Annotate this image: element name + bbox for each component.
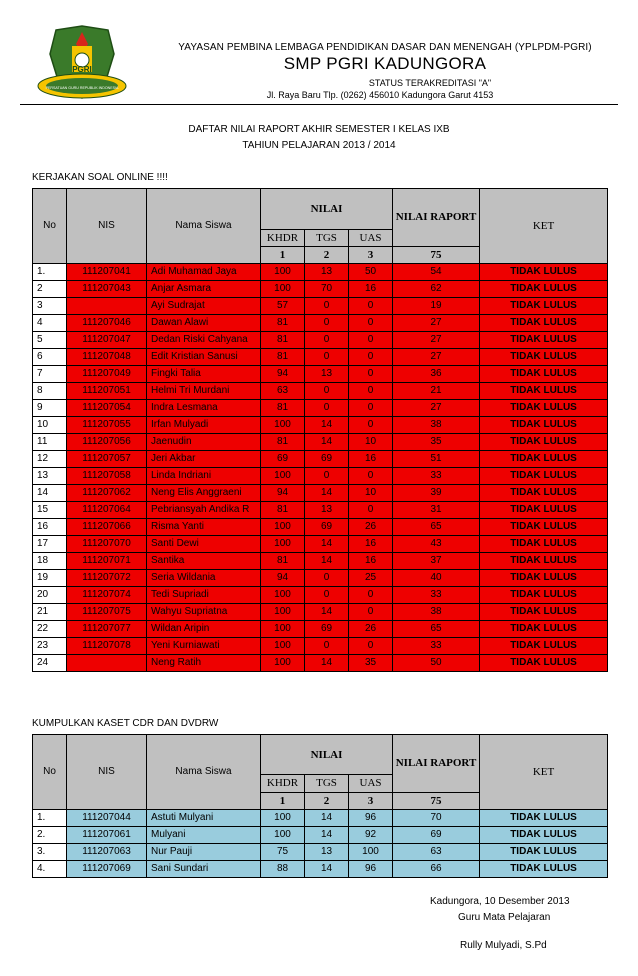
table-row bbox=[33, 570, 608, 587]
table-row bbox=[33, 553, 608, 570]
header-raport-weight: 75 bbox=[393, 246, 480, 263]
row-tgs: 0 bbox=[305, 332, 349, 349]
row-ket: TIDAK LULUS bbox=[480, 604, 608, 621]
row-raport: 65 bbox=[393, 519, 480, 536]
row-nis: 111207055 bbox=[67, 417, 147, 434]
table-row bbox=[33, 604, 608, 621]
row-tgs: 0 bbox=[305, 383, 349, 400]
row-no: 16 bbox=[33, 519, 67, 536]
row-nama: Adi Muhamad Jaya bbox=[147, 264, 261, 281]
row-raport: 35 bbox=[393, 434, 480, 451]
row-no: 3 bbox=[33, 298, 67, 315]
table-row bbox=[33, 655, 608, 672]
grades-table-cd bbox=[32, 734, 608, 878]
row-uas: 0 bbox=[349, 604, 393, 621]
document-title: DAFTAR NILAI RAPORT AKHIR SEMESTER I KELAS IXB bbox=[188, 124, 450, 135]
section1-note: KERJAKAN SOAL ONLINE !!!! bbox=[32, 172, 168, 183]
row-no: 1. bbox=[33, 264, 67, 281]
row-nis: 111207069 bbox=[67, 861, 147, 878]
row-khdr: 100 bbox=[261, 519, 305, 536]
header-raport-weight: 75 bbox=[393, 792, 480, 809]
row-uas: 0 bbox=[349, 383, 393, 400]
row-nama: Risma Yanti bbox=[147, 519, 261, 536]
row-raport: 66 bbox=[393, 861, 480, 878]
row-nama: Dedan Riski Cahyana bbox=[147, 332, 261, 349]
row-no: 22 bbox=[33, 621, 67, 638]
row-raport: 65 bbox=[393, 621, 480, 638]
row-uas: 0 bbox=[349, 587, 393, 604]
signature-role: Guru Mata Pelajaran bbox=[458, 912, 551, 923]
row-nama: Anjar Asmara bbox=[147, 281, 261, 298]
row-nis: 111207049 bbox=[67, 366, 147, 383]
row-khdr: 100 bbox=[261, 468, 305, 485]
row-no: 17 bbox=[33, 536, 67, 553]
table-row bbox=[33, 451, 608, 468]
row-nis: 111207072 bbox=[67, 570, 147, 587]
row-nama: Fingki Talia bbox=[147, 366, 261, 383]
row-ket: TIDAK LULUS bbox=[480, 570, 608, 587]
row-nis: 111207074 bbox=[67, 587, 147, 604]
row-khdr: 88 bbox=[261, 861, 305, 878]
row-no: 2. bbox=[33, 827, 67, 844]
row-nis: 111207044 bbox=[67, 810, 147, 827]
row-raport: 69 bbox=[393, 827, 480, 844]
row-nis: 111207062 bbox=[67, 485, 147, 502]
row-nis: 111207041 bbox=[67, 264, 147, 281]
row-khdr: 100 bbox=[261, 827, 305, 844]
row-khdr: 94 bbox=[261, 570, 305, 587]
row-no: 9 bbox=[33, 400, 67, 417]
logo-ring-text: PERSATUAN GURU REPUBLIK INDONESIA bbox=[45, 86, 119, 90]
row-khdr: 81 bbox=[261, 400, 305, 417]
row-nis: 111207070 bbox=[67, 536, 147, 553]
row-tgs: 13 bbox=[305, 366, 349, 383]
row-nis: 111207051 bbox=[67, 383, 147, 400]
row-raport: 27 bbox=[393, 315, 480, 332]
table-row bbox=[33, 621, 608, 638]
row-tgs: 14 bbox=[305, 434, 349, 451]
row-ket: TIDAK LULUS bbox=[480, 844, 608, 861]
header-divider bbox=[20, 104, 618, 105]
row-khdr: 81 bbox=[261, 434, 305, 451]
row-ket: TIDAK LULUS bbox=[480, 264, 608, 281]
row-nama: Santi Dewi bbox=[147, 536, 261, 553]
row-no: 13 bbox=[33, 468, 67, 485]
row-khdr: 100 bbox=[261, 587, 305, 604]
row-nis: 111207066 bbox=[67, 519, 147, 536]
row-nama: Jaenudin bbox=[147, 434, 261, 451]
row-nis: 111207063 bbox=[67, 844, 147, 861]
row-nama: Jeri Akbar bbox=[147, 451, 261, 468]
row-nis: 111207056 bbox=[67, 434, 147, 451]
row-raport: 19 bbox=[393, 298, 480, 315]
accreditation-status: STATUS TERAKREDITASI "A" bbox=[368, 78, 492, 88]
row-nis: 111207071 bbox=[67, 553, 147, 570]
row-tgs: 0 bbox=[305, 587, 349, 604]
row-ket: TIDAK LULUS bbox=[480, 332, 608, 349]
row-khdr: 100 bbox=[261, 621, 305, 638]
section2-note: KUMPULKAN KASET CDR DAN DVDRW bbox=[32, 718, 219, 729]
header-uas: UAS bbox=[349, 775, 393, 792]
row-no: 15 bbox=[33, 502, 67, 519]
header-weight-3: 3 bbox=[349, 792, 393, 809]
row-uas: 0 bbox=[349, 400, 393, 417]
row-no: 12 bbox=[33, 451, 67, 468]
document-subtitle: TAHIUN PELAJARAN 2013 / 2014 bbox=[242, 140, 396, 151]
row-tgs: 13 bbox=[305, 502, 349, 519]
table-row bbox=[33, 827, 608, 844]
table-row bbox=[33, 638, 608, 655]
header-khdr: KHDR bbox=[261, 229, 305, 246]
row-khdr: 94 bbox=[261, 485, 305, 502]
row-no: 10 bbox=[33, 417, 67, 434]
row-uas: 92 bbox=[349, 827, 393, 844]
header-weight-1: 1 bbox=[261, 792, 305, 809]
header-nilai: NILAI bbox=[261, 735, 393, 775]
foundation-name: YAYASAN PEMBINA LEMBAGA PENDIDIKAN DASAR DAN MENENGAH (YPLPDM-PGRI) bbox=[178, 42, 592, 53]
row-raport: 27 bbox=[393, 400, 480, 417]
row-uas: 0 bbox=[349, 298, 393, 315]
row-no: 18 bbox=[33, 553, 67, 570]
table-row bbox=[33, 434, 608, 451]
table-row bbox=[33, 383, 608, 400]
header-weight-2: 2 bbox=[305, 792, 349, 809]
table-row bbox=[33, 810, 608, 827]
row-tgs: 14 bbox=[305, 810, 349, 827]
row-uas: 100 bbox=[349, 844, 393, 861]
row-nis: 111207061 bbox=[67, 827, 147, 844]
row-ket: TIDAK LULUS bbox=[480, 536, 608, 553]
header-no: No bbox=[33, 735, 67, 810]
row-nis: 111207054 bbox=[67, 400, 147, 417]
row-nama: Dawan Alawi bbox=[147, 315, 261, 332]
row-no: 24 bbox=[33, 655, 67, 672]
row-uas: 0 bbox=[349, 502, 393, 519]
row-nama: Irfan Mulyadi bbox=[147, 417, 261, 434]
row-khdr: 63 bbox=[261, 383, 305, 400]
row-nama: Neng Ratih bbox=[147, 655, 261, 672]
table-row bbox=[33, 485, 608, 502]
row-khdr: 81 bbox=[261, 332, 305, 349]
header-weight-3: 3 bbox=[349, 246, 393, 263]
row-uas: 96 bbox=[349, 861, 393, 878]
row-raport: 62 bbox=[393, 281, 480, 298]
row-uas: 26 bbox=[349, 519, 393, 536]
row-tgs: 0 bbox=[305, 570, 349, 587]
row-khdr: 100 bbox=[261, 417, 305, 434]
row-tgs: 69 bbox=[305, 519, 349, 536]
row-ket: TIDAK LULUS bbox=[480, 366, 608, 383]
row-uas: 16 bbox=[349, 536, 393, 553]
row-raport: 50 bbox=[393, 655, 480, 672]
row-no: 20 bbox=[33, 587, 67, 604]
row-khdr: 100 bbox=[261, 638, 305, 655]
table-row bbox=[33, 400, 608, 417]
row-uas: 0 bbox=[349, 366, 393, 383]
row-raport: 33 bbox=[393, 587, 480, 604]
row-nama: Sani Sundari bbox=[147, 861, 261, 878]
table-row bbox=[33, 502, 608, 519]
row-nis: 111207075 bbox=[67, 604, 147, 621]
row-uas: 0 bbox=[349, 468, 393, 485]
signature-name: Rully Mulyadi, S.Pd bbox=[460, 940, 547, 951]
row-nama: Pebriansyah Andika R bbox=[147, 502, 261, 519]
row-uas: 10 bbox=[349, 485, 393, 502]
row-khdr: 81 bbox=[261, 349, 305, 366]
row-ket: TIDAK LULUS bbox=[480, 417, 608, 434]
row-raport: 38 bbox=[393, 417, 480, 434]
row-raport: 33 bbox=[393, 638, 480, 655]
row-khdr: 100 bbox=[261, 536, 305, 553]
row-khdr: 100 bbox=[261, 264, 305, 281]
header-tgs: TGS bbox=[305, 229, 349, 246]
table-row bbox=[33, 844, 608, 861]
row-uas: 16 bbox=[349, 553, 393, 570]
row-ket: TIDAK LULUS bbox=[480, 519, 608, 536]
row-no: 21 bbox=[33, 604, 67, 621]
row-raport: 54 bbox=[393, 264, 480, 281]
row-no: 14 bbox=[33, 485, 67, 502]
row-khdr: 100 bbox=[261, 810, 305, 827]
row-ket: TIDAK LULUS bbox=[480, 383, 608, 400]
school-name: SMP PGRI KADUNGORA bbox=[283, 54, 487, 73]
row-ket: TIDAK LULUS bbox=[480, 502, 608, 519]
signature-place-date: Kadungora, 10 Desember 2013 bbox=[430, 896, 570, 907]
row-ket: TIDAK LULUS bbox=[480, 281, 608, 298]
header-weight-1: 1 bbox=[261, 246, 305, 263]
row-tgs: 14 bbox=[305, 417, 349, 434]
row-uas: 26 bbox=[349, 621, 393, 638]
row-ket: TIDAK LULUS bbox=[480, 298, 608, 315]
row-uas: 35 bbox=[349, 655, 393, 672]
row-tgs: 14 bbox=[305, 655, 349, 672]
table-row bbox=[33, 519, 608, 536]
row-no: 5 bbox=[33, 332, 67, 349]
row-tgs: 14 bbox=[305, 604, 349, 621]
row-ket: TIDAK LULUS bbox=[480, 621, 608, 638]
header-no: No bbox=[33, 189, 67, 264]
row-tgs: 0 bbox=[305, 400, 349, 417]
header-raport: NILAI RAPORT bbox=[393, 189, 480, 247]
row-raport: 39 bbox=[393, 485, 480, 502]
row-nis bbox=[67, 655, 147, 672]
row-nis: 111207077 bbox=[67, 621, 147, 638]
row-uas: 25 bbox=[349, 570, 393, 587]
table-row bbox=[33, 468, 608, 485]
row-ket: TIDAK LULUS bbox=[480, 349, 608, 366]
row-uas: 16 bbox=[349, 451, 393, 468]
row-tgs: 14 bbox=[305, 553, 349, 570]
table-row bbox=[33, 536, 608, 553]
row-tgs: 13 bbox=[305, 844, 349, 861]
row-uas: 16 bbox=[349, 281, 393, 298]
row-ket: TIDAK LULUS bbox=[480, 810, 608, 827]
header-tgs: TGS bbox=[305, 775, 349, 792]
row-no: 7 bbox=[33, 366, 67, 383]
row-tgs: 14 bbox=[305, 861, 349, 878]
row-tgs: 0 bbox=[305, 298, 349, 315]
row-nis: 111207046 bbox=[67, 315, 147, 332]
row-ket: TIDAK LULUS bbox=[480, 451, 608, 468]
row-tgs: 14 bbox=[305, 485, 349, 502]
row-raport: 37 bbox=[393, 553, 480, 570]
row-nama: Linda Indriani bbox=[147, 468, 261, 485]
row-tgs: 70 bbox=[305, 281, 349, 298]
row-ket: TIDAK LULUS bbox=[480, 587, 608, 604]
school-address: Jl. Raya Baru Tlp. (0262) 456010 Kadungora Garut 4153 bbox=[266, 90, 494, 100]
row-no: 4 bbox=[33, 315, 67, 332]
row-ket: TIDAK LULUS bbox=[480, 400, 608, 417]
header-nama: Nama Siswa bbox=[147, 189, 261, 264]
table-row bbox=[33, 349, 608, 366]
row-no: 8 bbox=[33, 383, 67, 400]
table-row bbox=[33, 264, 608, 281]
row-ket: TIDAK LULUS bbox=[480, 827, 608, 844]
row-uas: 0 bbox=[349, 315, 393, 332]
row-tgs: 0 bbox=[305, 468, 349, 485]
row-nis: 111207064 bbox=[67, 502, 147, 519]
row-nis: 111207047 bbox=[67, 332, 147, 349]
row-no: 1. bbox=[33, 810, 67, 827]
row-raport: 21 bbox=[393, 383, 480, 400]
row-no: 19 bbox=[33, 570, 67, 587]
row-khdr: 81 bbox=[261, 502, 305, 519]
header-nilai: NILAI bbox=[261, 189, 393, 230]
row-khdr: 100 bbox=[261, 604, 305, 621]
row-nama: Santika bbox=[147, 553, 261, 570]
table-row bbox=[33, 315, 608, 332]
row-nama: Wahyu Supriatna bbox=[147, 604, 261, 621]
header-nis: NIS bbox=[67, 189, 147, 264]
header-weight-2: 2 bbox=[305, 246, 349, 263]
row-nama: Mulyani bbox=[147, 827, 261, 844]
row-no: 4. bbox=[33, 861, 67, 878]
table-row bbox=[33, 332, 608, 349]
row-nis: 111207058 bbox=[67, 468, 147, 485]
row-nama: Astuti Mulyani bbox=[147, 810, 261, 827]
table-row bbox=[33, 281, 608, 298]
row-nama: Ayi Sudrajat bbox=[147, 298, 261, 315]
row-raport: 40 bbox=[393, 570, 480, 587]
header-nama: Nama Siswa bbox=[147, 735, 261, 810]
row-nis: 111207043 bbox=[67, 281, 147, 298]
row-nis bbox=[67, 298, 147, 315]
row-ket: TIDAK LULUS bbox=[480, 315, 608, 332]
row-raport: 51 bbox=[393, 451, 480, 468]
row-ket: TIDAK LULUS bbox=[480, 553, 608, 570]
row-no: 2 bbox=[33, 281, 67, 298]
row-no: 3. bbox=[33, 844, 67, 861]
header-ket: KET bbox=[480, 189, 608, 264]
row-tgs: 0 bbox=[305, 638, 349, 655]
row-no: 23 bbox=[33, 638, 67, 655]
row-uas: 0 bbox=[349, 638, 393, 655]
row-tgs: 69 bbox=[305, 451, 349, 468]
row-khdr: 75 bbox=[261, 844, 305, 861]
row-ket: TIDAK LULUS bbox=[480, 485, 608, 502]
table-row bbox=[33, 366, 608, 383]
row-nama: Indra Lesmana bbox=[147, 400, 261, 417]
row-raport: 31 bbox=[393, 502, 480, 519]
row-raport: 70 bbox=[393, 810, 480, 827]
row-tgs: 13 bbox=[305, 264, 349, 281]
row-khdr: 57 bbox=[261, 298, 305, 315]
header-uas: UAS bbox=[349, 229, 393, 246]
row-no: 6 bbox=[33, 349, 67, 366]
row-tgs: 0 bbox=[305, 349, 349, 366]
header-raport: NILAI RAPORT bbox=[393, 735, 480, 793]
table-row bbox=[33, 298, 608, 315]
row-ket: TIDAK LULUS bbox=[480, 861, 608, 878]
row-khdr: 94 bbox=[261, 366, 305, 383]
row-nama: Neng Elis Anggraeni bbox=[147, 485, 261, 502]
row-nama: Seria Wildania bbox=[147, 570, 261, 587]
row-tgs: 0 bbox=[305, 315, 349, 332]
row-ket: TIDAK LULUS bbox=[480, 655, 608, 672]
row-khdr: 69 bbox=[261, 451, 305, 468]
header-khdr: KHDR bbox=[261, 775, 305, 792]
row-nama: Helmi Tri Murdani bbox=[147, 383, 261, 400]
row-no: 11 bbox=[33, 434, 67, 451]
row-nis: 111207078 bbox=[67, 638, 147, 655]
row-nama: Wildan Aripin bbox=[147, 621, 261, 638]
row-raport: 38 bbox=[393, 604, 480, 621]
row-raport: 27 bbox=[393, 349, 480, 366]
row-uas: 0 bbox=[349, 332, 393, 349]
row-raport: 36 bbox=[393, 366, 480, 383]
row-khdr: 100 bbox=[261, 281, 305, 298]
row-uas: 10 bbox=[349, 434, 393, 451]
grades-table-online bbox=[32, 188, 608, 672]
row-nama: Yeni Kurniawati bbox=[147, 638, 261, 655]
row-tgs: 69 bbox=[305, 621, 349, 638]
row-nama: Tedi Supriadi bbox=[147, 587, 261, 604]
row-ket: TIDAK LULUS bbox=[480, 434, 608, 451]
logo-text: PGRI bbox=[72, 65, 92, 74]
header-nis: NIS bbox=[67, 735, 147, 810]
row-khdr: 100 bbox=[261, 655, 305, 672]
row-raport: 43 bbox=[393, 536, 480, 553]
row-ket: TIDAK LULUS bbox=[480, 468, 608, 485]
row-ket: TIDAK LULUS bbox=[480, 638, 608, 655]
row-nama: Edit Kristian Sanusi bbox=[147, 349, 261, 366]
header-ket: KET bbox=[480, 735, 608, 810]
row-uas: 96 bbox=[349, 810, 393, 827]
table-row bbox=[33, 417, 608, 434]
row-raport: 63 bbox=[393, 844, 480, 861]
table-row bbox=[33, 587, 608, 604]
row-nis: 111207057 bbox=[67, 451, 147, 468]
row-tgs: 14 bbox=[305, 536, 349, 553]
row-khdr: 81 bbox=[261, 553, 305, 570]
row-raport: 27 bbox=[393, 332, 480, 349]
row-nis: 111207048 bbox=[67, 349, 147, 366]
row-raport: 33 bbox=[393, 468, 480, 485]
row-uas: 50 bbox=[349, 264, 393, 281]
row-khdr: 81 bbox=[261, 315, 305, 332]
pgri-logo bbox=[36, 24, 128, 104]
row-uas: 0 bbox=[349, 417, 393, 434]
row-tgs: 14 bbox=[305, 827, 349, 844]
row-nama: Nur Pauji bbox=[147, 844, 261, 861]
row-uas: 0 bbox=[349, 349, 393, 366]
table-row bbox=[33, 861, 608, 878]
